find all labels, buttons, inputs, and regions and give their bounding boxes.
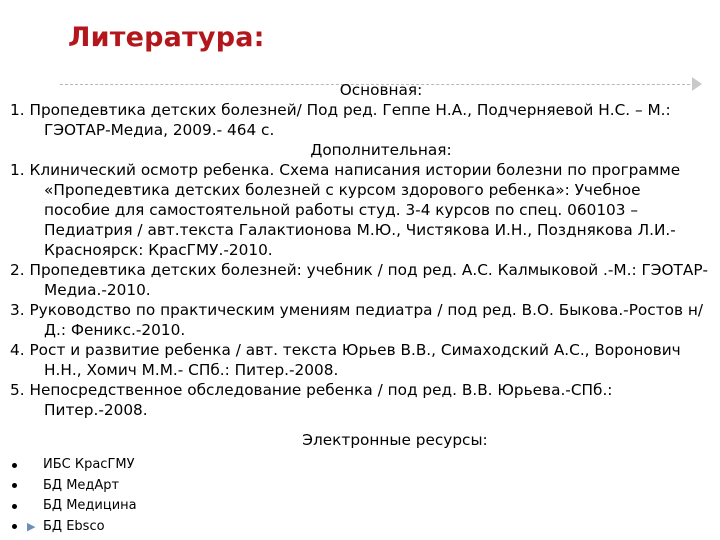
main-heading: Основная: [339,81,423,99]
bullet-icon [12,463,17,468]
list-item [10,455,137,476]
main-reference-1: 1. Пропедевтика детских болезней/ Под ред. Геппе Н.А., Подчерняевой Н.С. – М.: ГЭОТАР-Медиа, 2009.- 464 с. [10,101,671,139]
list-item [10,476,137,497]
additional-reference-1: 1. Клинический осмотр ребенка. Схема написания истории болезни по программе «Пропедевтика детских болезней с курсом здорового ребенка»: Учебное пособие для самостоятельной работы студ. 3-4 курсов по спец. 060103 – Педиатрия / авт.текста Галактионова М.Ю., Чистякова И.Н., Позднякова Л.И.- Красноярск: КрасГМУ.-2010. [10,161,681,259]
resource-label: БД МедАрт [43,477,120,493]
resource-label [27,517,105,538]
additional-reference-5: 5. Непосредственное обследование ребенка / под ред. В.В. Юрьева.-СПб.: Питер.-2008. [10,381,613,419]
resource-label: БД Медицина [43,498,137,513]
electronic-heading: Электронные ресурсы: [302,431,488,449]
bullet-icon [12,524,17,529]
electronic-resources-list [10,455,137,537]
list-item [10,517,137,538]
additional-reference-2: 2. Пропедевтика детских болезней: учебник / под ред. А.С. Калмыковой .-М.: ГЭОТАР-Медиа.-2010. [10,261,709,299]
list-item [10,496,137,517]
additional-heading: Дополнительная: [310,141,452,159]
additional-reference-4: 4. Рост и развитие ребенка / авт. текста Юрьев В.В., Симаходский А.С., Воронович Н.Н., Хомич М.М.- СПб.: Питер.-2008. [10,341,681,379]
mouse-cursor-icon: ▶ [27,519,36,533]
additional-reference-3: 3. Руководство по практическим умениям педиатра / под ред. В.О. Быкова.-Ростов н/Д.: Феникс.-2010. [10,301,703,339]
page-title: Литература: [68,22,265,53]
resource-text: БД Ebsco [43,518,105,534]
resource-label: ИБС КрасГМУ [43,457,135,472]
bullet-icon [12,483,17,488]
references-block [10,80,710,460]
bullet-icon [12,504,17,509]
